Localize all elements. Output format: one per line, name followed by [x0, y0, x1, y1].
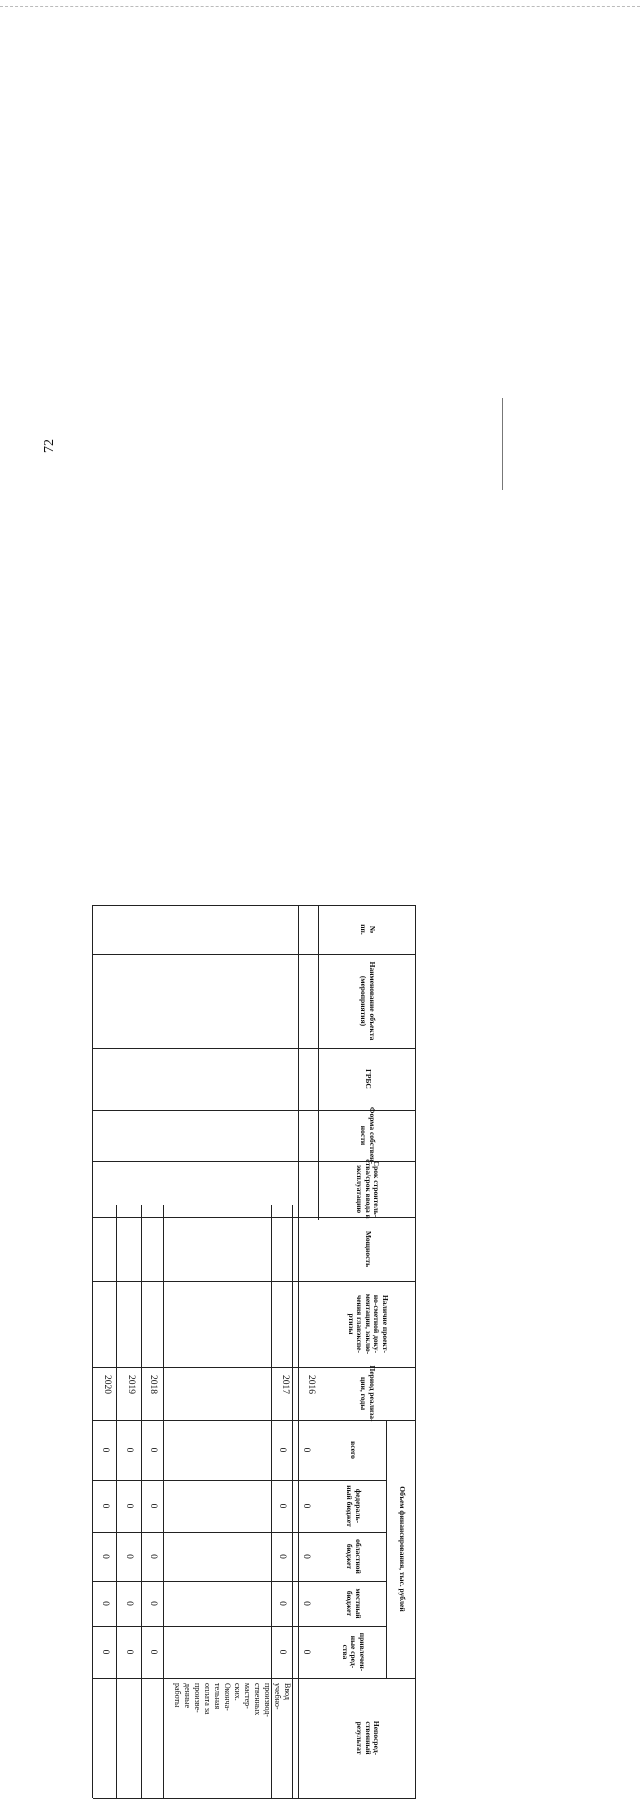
result-2017: Ввод учебно- производ- ственных мастер- ских. Оконча- тельная оплата за произве- денные работы: [173, 1683, 292, 1717]
header-funding-group: Объем финансирования, тыс. рублей: [397, 1486, 407, 1612]
cell-regional-2016: 0: [301, 1554, 311, 1559]
header-grbs: ГРБС: [363, 1069, 373, 1089]
header-extra: привлечен- ные сред- ства: [340, 1632, 367, 1672]
cell-local-2016: 0: [301, 1601, 311, 1606]
header-capacity: Мощность: [363, 1230, 373, 1268]
year-2017: 2017: [280, 1375, 290, 1394]
cell-total-2019: 0: [124, 1447, 135, 1453]
cell-total-2017: 0: [277, 1447, 288, 1453]
cell-total-2018: 0: [148, 1447, 158, 1453]
header-num: № пп.: [359, 924, 378, 935]
year-2019: 2019: [126, 1375, 136, 1394]
financing-table: [93, 905, 416, 1798]
year-2020: 2020: [102, 1375, 112, 1394]
header-local: местный бюджет: [345, 1588, 363, 1619]
cell-federal-2019: 0: [124, 1503, 135, 1509]
cell-federal-2017: 0: [277, 1503, 288, 1509]
cell-federal-2016: 0: [301, 1503, 311, 1509]
cell-regional-2017: 0: [277, 1554, 288, 1559]
cell-extra-2017: 0: [277, 1649, 288, 1655]
cell-local-2019: 0: [124, 1601, 135, 1606]
cell-extra-2019: 0: [124, 1649, 135, 1655]
cell-regional-2018: 0: [148, 1554, 158, 1559]
header-construction: Срок строитель- ства/срок ввода в эксплуатацию: [355, 1159, 382, 1219]
header-total: всего: [349, 1441, 359, 1459]
cell-federal-2020: 0: [100, 1503, 110, 1509]
header-name: Наименование объекта (мероприятия): [359, 961, 378, 1041]
header-regional: областной бюджет: [345, 1539, 363, 1574]
header-result: Непосред- ственный результат: [355, 1720, 382, 1756]
cell-total-2016: 0: [301, 1447, 311, 1453]
cell-regional-2020: 0: [100, 1554, 110, 1559]
scan-top-edge: [0, 6, 640, 7]
cell-extra-2016: 0: [301, 1649, 311, 1655]
cell-extra-2018: 0: [148, 1649, 158, 1655]
header-ownership: Форма собствен- ности: [359, 1107, 378, 1164]
year-2016: 2016: [306, 1375, 316, 1394]
margin-mark: [502, 398, 503, 490]
page-number: 72: [42, 439, 57, 453]
cell-local-2020: 0: [100, 1601, 110, 1606]
header-period: Период реализа- ции, годы: [359, 1365, 378, 1422]
cell-regional-2019: 0: [124, 1554, 135, 1559]
cell-local-2017: 0: [277, 1601, 288, 1606]
header-federal: федераль- ный бюджет: [345, 1485, 363, 1527]
cell-total-2020: 0: [100, 1447, 110, 1453]
header-project-docs: Наличие проект- но-сметной доку- ментации, заклю- чения главэкспе- ртизы: [346, 1293, 391, 1355]
cell-extra-2020: 0: [100, 1649, 110, 1655]
year-2018: 2018: [148, 1375, 158, 1394]
cell-local-2018: 0: [148, 1601, 158, 1606]
cell-federal-2018: 0: [148, 1503, 158, 1509]
